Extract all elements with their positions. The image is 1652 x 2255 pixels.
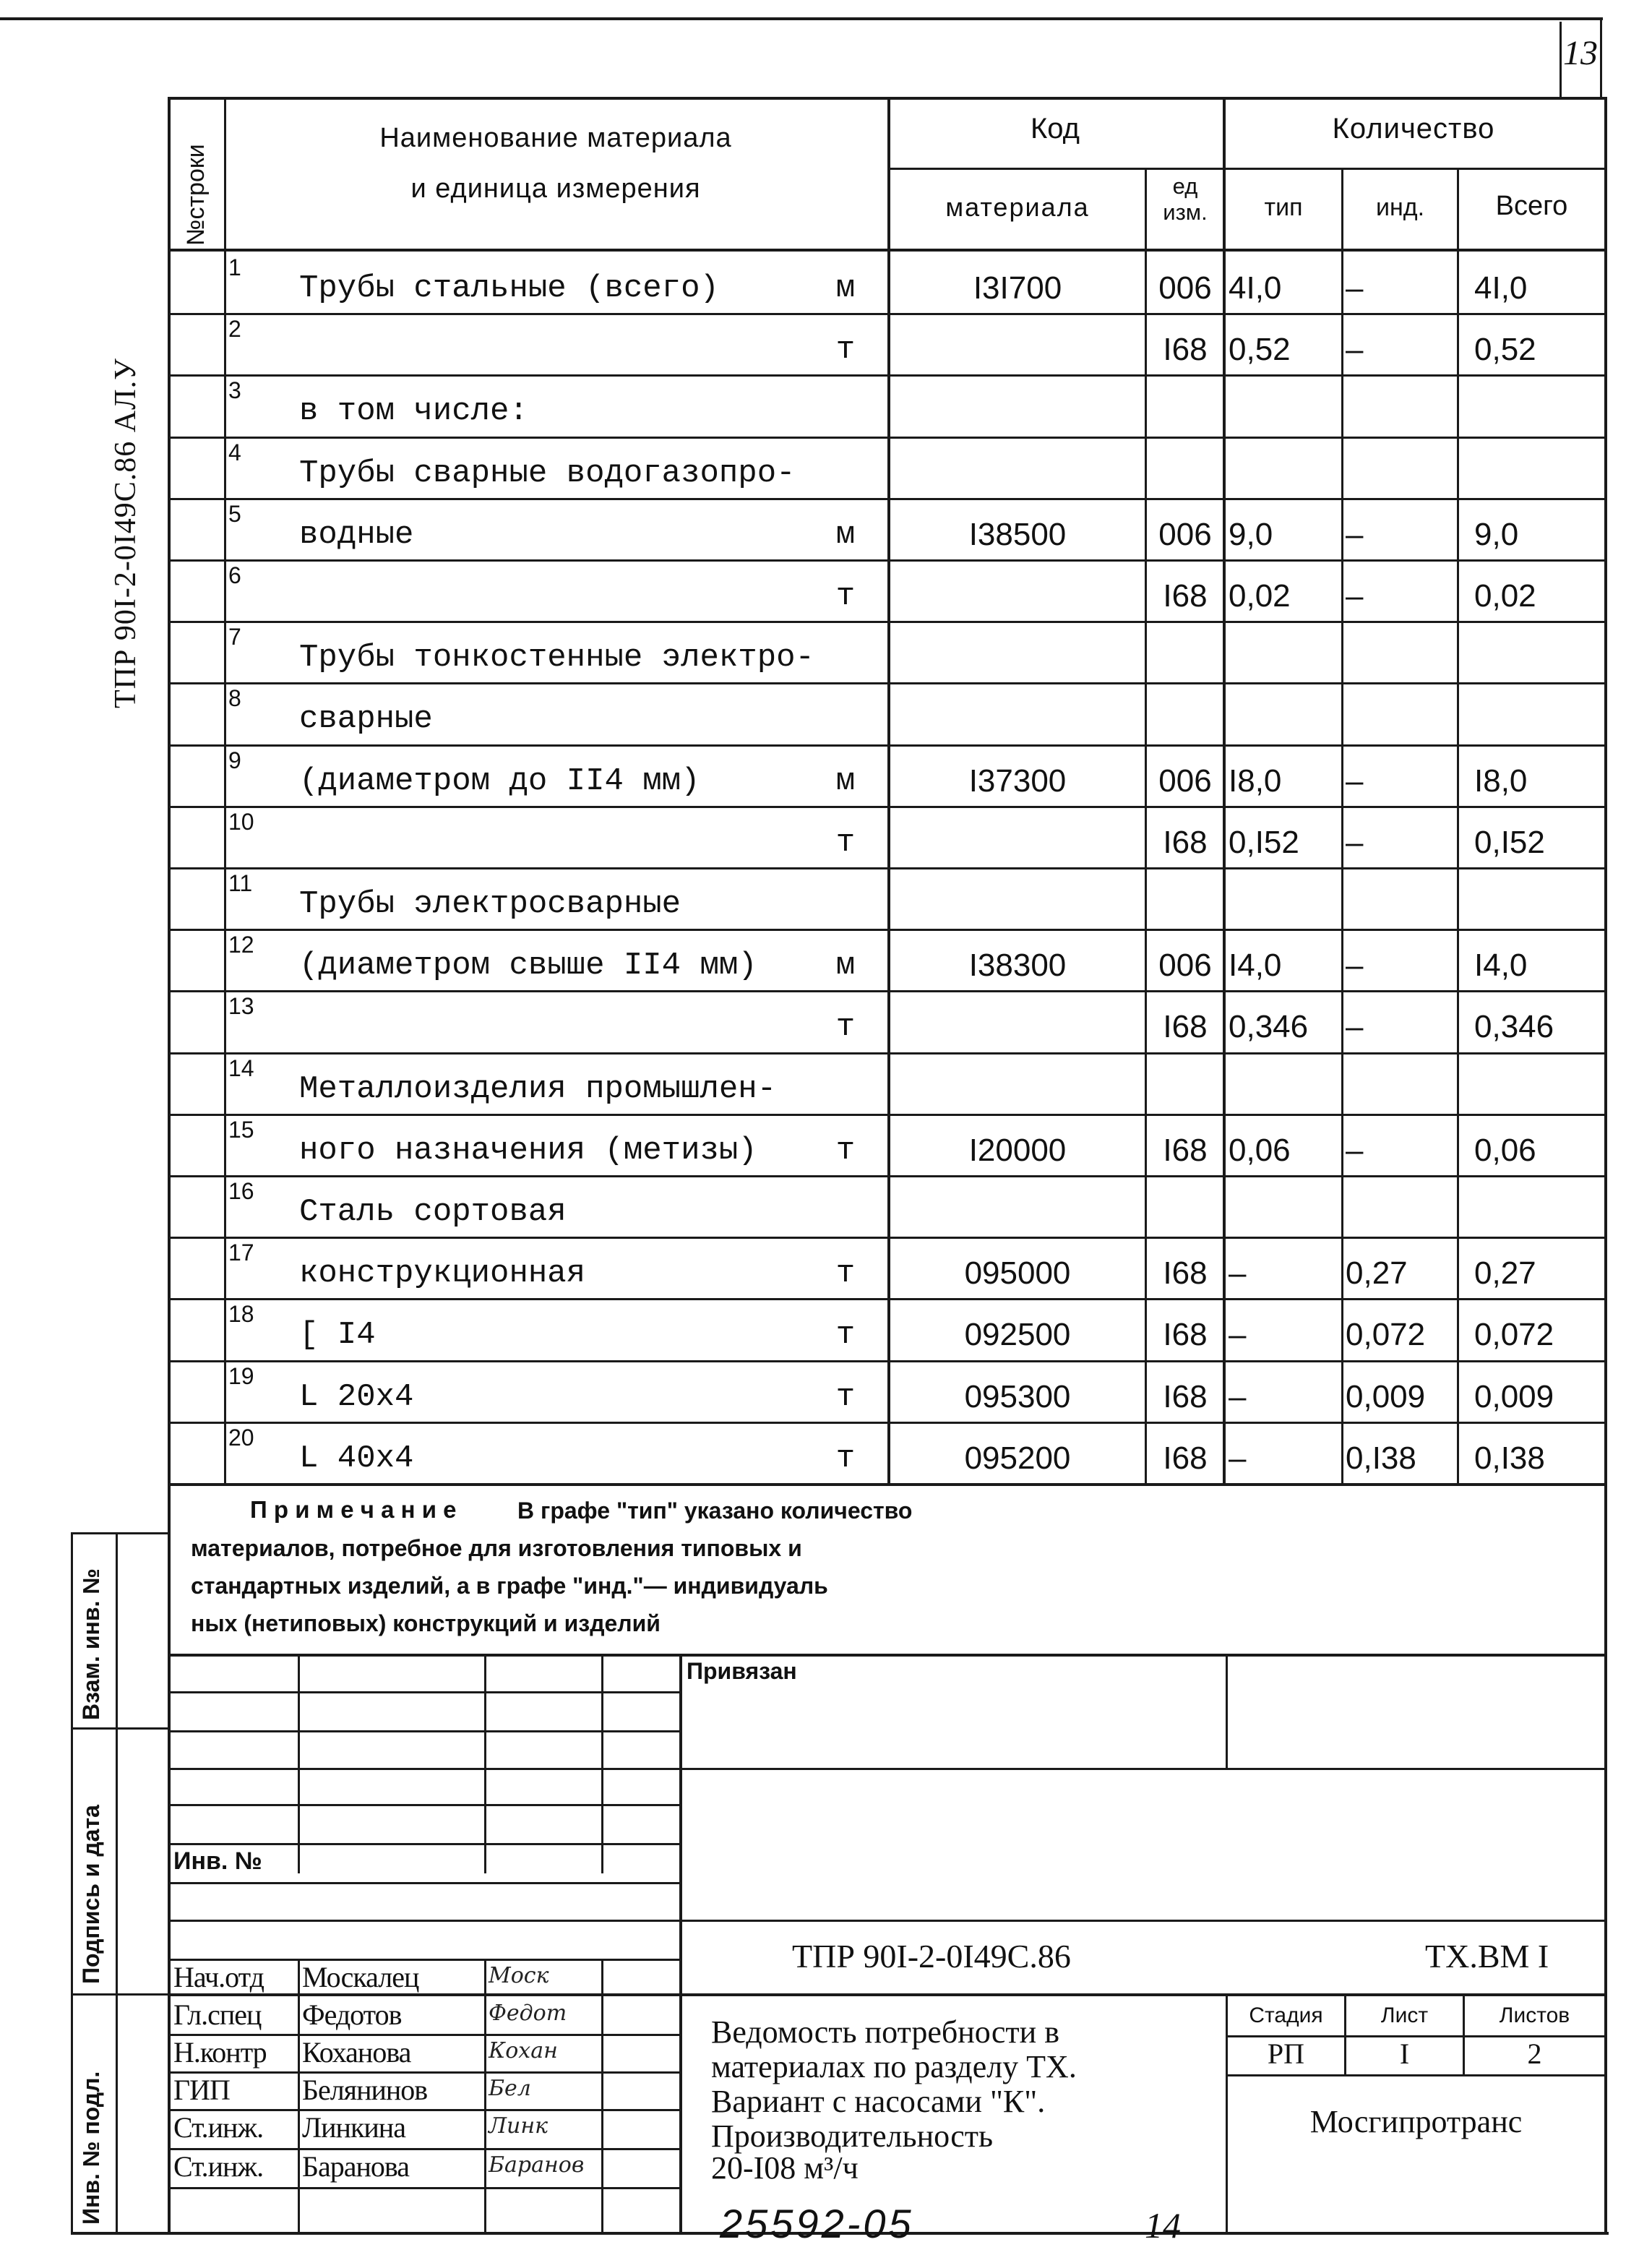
staff-role: Н.контр [173, 2036, 267, 2069]
row-name: конструкционная [299, 1255, 586, 1292]
row-unit: т [835, 332, 856, 368]
name-header-line1: Наименование материала [379, 123, 732, 153]
row-type: I4,0 [1229, 948, 1282, 983]
row-type: 0,I52 [1229, 825, 1299, 860]
row-n: 3 [228, 377, 241, 403]
sheet-value: I [1399, 2037, 1410, 2070]
code-header: Код [1030, 113, 1080, 145]
row-name: в том числе: [299, 393, 528, 429]
row-ucode: 006 [1158, 517, 1212, 552]
row-ind: – [1346, 270, 1364, 306]
row-ucode: I68 [1163, 1317, 1208, 1352]
row-type: 0,52 [1229, 332, 1291, 367]
row-n: 4 [228, 439, 241, 465]
staff-name: Москалец [302, 1961, 419, 1993]
row-name: Трубы электросварные [299, 886, 681, 922]
type-header: тип [1264, 194, 1303, 221]
row-name: Металлоизделия промышлен- [299, 1071, 777, 1107]
row-unit: т [835, 1009, 856, 1045]
row-name: Трубы сварные водогазопро- [299, 455, 796, 491]
row-number-header: №строки [182, 144, 210, 246]
row-ind: – [1346, 517, 1364, 552]
row-name: L 40х4 [299, 1440, 414, 1477]
row-ucode: I68 [1163, 1379, 1208, 1414]
row-total: 0,27 [1474, 1255, 1536, 1291]
note-line2: материалов, потребное для изготовления типовых и [191, 1535, 802, 1561]
row-ind: – [1346, 825, 1364, 860]
staff-name: Линкина [302, 2111, 405, 2144]
row-n: 9 [228, 747, 241, 773]
row-n: 1 [228, 254, 241, 280]
row-n: 18 [228, 1301, 254, 1327]
staff-role: Нач.отд [173, 1961, 264, 1993]
row-total: 0,06 [1474, 1133, 1536, 1168]
row-ucode: I68 [1163, 578, 1208, 614]
document-title-line5: 20-I08 м³/ч [711, 2150, 859, 2186]
inv-original-label: Инв. № подл. [78, 2071, 104, 2225]
row-n: 14 [228, 1055, 254, 1081]
row-unit: т [835, 1440, 856, 1477]
handwritten-signature: Линк [489, 2113, 548, 2139]
row-ind: – [1346, 948, 1364, 983]
stage-label: Стадия [1249, 2003, 1323, 2027]
row-ind: – [1346, 763, 1364, 799]
row-unit: м [835, 948, 856, 984]
row-name: сварные [299, 701, 433, 737]
row-ind: – [1346, 1133, 1364, 1168]
row-type: 4I,0 [1229, 270, 1282, 306]
row-n: 19 [228, 1363, 254, 1389]
row-type: – [1229, 1255, 1247, 1291]
row-total: 0,009 [1474, 1379, 1554, 1414]
row-total: 9,0 [1474, 517, 1519, 552]
stage-value: РП [1267, 2037, 1305, 2070]
handwritten-signature: Бел [489, 2076, 531, 2101]
row-ucode: I68 [1163, 332, 1208, 367]
row-unit: м [835, 517, 856, 553]
footer-page-number: 14 [1145, 2205, 1181, 2246]
row-ucode: 006 [1158, 763, 1212, 799]
row-total: 0,52 [1474, 332, 1536, 367]
row-ucode: I68 [1163, 1255, 1208, 1291]
row-unit: т [835, 1133, 856, 1169]
document-title-line4: Производительность [711, 2118, 994, 2154]
handwritten-signature: Моск [489, 1963, 549, 1988]
row-type: – [1229, 1440, 1247, 1476]
row-n: 7 [228, 624, 241, 650]
handwritten-signature: Кохан [489, 2038, 558, 2063]
row-unit: т [835, 578, 856, 614]
row-name: [ I4 [299, 1317, 376, 1353]
document-title-line3: Вариант с насосами "К". [711, 2084, 1046, 2119]
row-code: I37300 [968, 763, 1067, 799]
staff-role: Ст.инж. [173, 2150, 264, 2183]
signature-date-label: Подпись и дата [78, 1805, 104, 1984]
row-n: 20 [228, 1425, 254, 1451]
row-type: – [1229, 1379, 1247, 1414]
row-n: 13 [228, 993, 254, 1019]
privyazan-label: Привязан [687, 1658, 797, 1684]
row-unit: т [835, 1317, 856, 1353]
row-code: 092500 [964, 1317, 1071, 1352]
total-header: Всего [1495, 191, 1568, 221]
row-name: Трубы стальные (всего) [299, 270, 719, 306]
row-code: 095300 [964, 1379, 1071, 1414]
row-ind: 0,072 [1346, 1317, 1426, 1352]
row-code: I38300 [968, 948, 1067, 983]
handwritten-signature: Федот [489, 2001, 567, 2026]
note-line4: ных (нетиповых) конструкций и изделий [191, 1610, 661, 1636]
row-n: 2 [228, 316, 241, 342]
row-name: Сталь сортовая [299, 1194, 567, 1230]
row-code: 095000 [964, 1255, 1071, 1291]
row-n: 11 [228, 870, 253, 896]
row-name: водные [299, 517, 414, 553]
row-total: 4I,0 [1474, 270, 1528, 306]
row-code: I3I700 [973, 270, 1062, 306]
name-header-line2: и единица измерения [410, 173, 701, 204]
note-line3: стандартных изделий, а в графе "инд."— индивидуаль [191, 1573, 828, 1599]
row-unit: т [835, 825, 856, 861]
row-type: 9,0 [1229, 517, 1273, 552]
archive-number: 25592-05 [720, 2201, 914, 2246]
side-document-code: ТПР 90I-2-0I49С.86 АЛ.У [109, 358, 142, 708]
row-n: 12 [228, 932, 254, 958]
row-ind: – [1346, 578, 1364, 614]
staff-role: Ст.инж. [173, 2111, 264, 2144]
material-code-header: материала [945, 192, 1090, 222]
unit-code-header: ед изм. [1163, 173, 1208, 225]
row-total: 0,346 [1474, 1009, 1554, 1044]
row-n: 6 [228, 562, 241, 588]
row-n: 5 [228, 501, 241, 527]
organization-name: Мосгипротранс [1309, 2104, 1523, 2139]
document-title-line2: материалах по разделу ТХ. [711, 2049, 1077, 2084]
row-code: I20000 [968, 1133, 1067, 1168]
row-ind: 0,009 [1346, 1379, 1426, 1414]
row-n: 15 [228, 1117, 254, 1143]
row-n: 17 [228, 1240, 254, 1266]
row-ind: 0,I38 [1346, 1440, 1416, 1476]
row-unit: т [835, 1255, 856, 1292]
row-ucode: I68 [1163, 825, 1208, 860]
staff-name: Белянинов [302, 2074, 428, 2106]
row-code: I38500 [968, 517, 1067, 552]
row-total: 0,072 [1474, 1317, 1554, 1352]
document-code: ТПР 90I-2-0I49С.86 [792, 1938, 1071, 1975]
row-type: 0,06 [1229, 1133, 1291, 1168]
row-name: ного назначения (метизы) [299, 1133, 757, 1169]
row-n: 16 [228, 1178, 254, 1204]
handwritten-signature: Баранов [489, 2152, 585, 2178]
staff-role: ГИП [173, 2074, 230, 2106]
row-ucode: I68 [1163, 1440, 1208, 1476]
row-total: I8,0 [1474, 763, 1528, 799]
row-type: I8,0 [1229, 763, 1282, 799]
row-ind: – [1346, 332, 1364, 367]
staff-name: Коханова [302, 2036, 411, 2069]
row-code: 095200 [964, 1440, 1071, 1476]
row-ucode: 006 [1158, 270, 1212, 306]
row-name: (диаметром до II4 мм) [299, 763, 700, 799]
ind-header: инд. [1375, 194, 1425, 221]
row-unit: м [835, 270, 856, 306]
row-name: L 20х4 [299, 1379, 414, 1415]
row-total: 0,02 [1474, 578, 1536, 614]
sheet-code: ТХ.ВМ I [1425, 1938, 1549, 1975]
row-type: 0,02 [1229, 578, 1291, 614]
row-unit: м [835, 763, 856, 799]
inv-number-label: Инв. № [173, 1847, 262, 1875]
row-type: 0,346 [1229, 1009, 1309, 1044]
sheets-value: 2 [1527, 2037, 1542, 2070]
sheet-label: Лист [1380, 2003, 1429, 2027]
row-ucode: I68 [1163, 1133, 1208, 1168]
note-title: П р и м е ч а н и е [250, 1496, 457, 1523]
staff-name: Федотов [302, 1998, 402, 2031]
row-name: Трубы тонкостенные электро- [299, 640, 814, 676]
note-line1: В графе "тип" указано количество [517, 1498, 913, 1524]
row-n: 10 [228, 809, 254, 835]
document-title-line1: Ведомость потребности в [711, 2014, 1059, 2050]
staff-name: Баранова [302, 2150, 409, 2183]
row-ind: 0,27 [1346, 1255, 1408, 1291]
row-n: 8 [228, 685, 241, 711]
row-total: 0,I38 [1474, 1440, 1545, 1476]
row-name: (диаметром свыше II4 мм) [299, 948, 757, 984]
row-type: – [1229, 1317, 1247, 1352]
vzam-inv-label: Взам. инв. № [78, 1568, 104, 1720]
row-unit: т [835, 1379, 856, 1415]
page-number: 13 [1563, 34, 1598, 72]
row-ucode: 006 [1158, 948, 1212, 983]
quantity-header: Количество [1332, 113, 1495, 145]
row-total: 0,I52 [1474, 825, 1545, 860]
row-total: I4,0 [1474, 948, 1528, 983]
row-ucode: I68 [1163, 1009, 1208, 1044]
row-ind: – [1346, 1009, 1364, 1044]
staff-role: Гл.спец [173, 1998, 262, 2031]
sheets-label: Листов [1499, 2003, 1570, 2027]
